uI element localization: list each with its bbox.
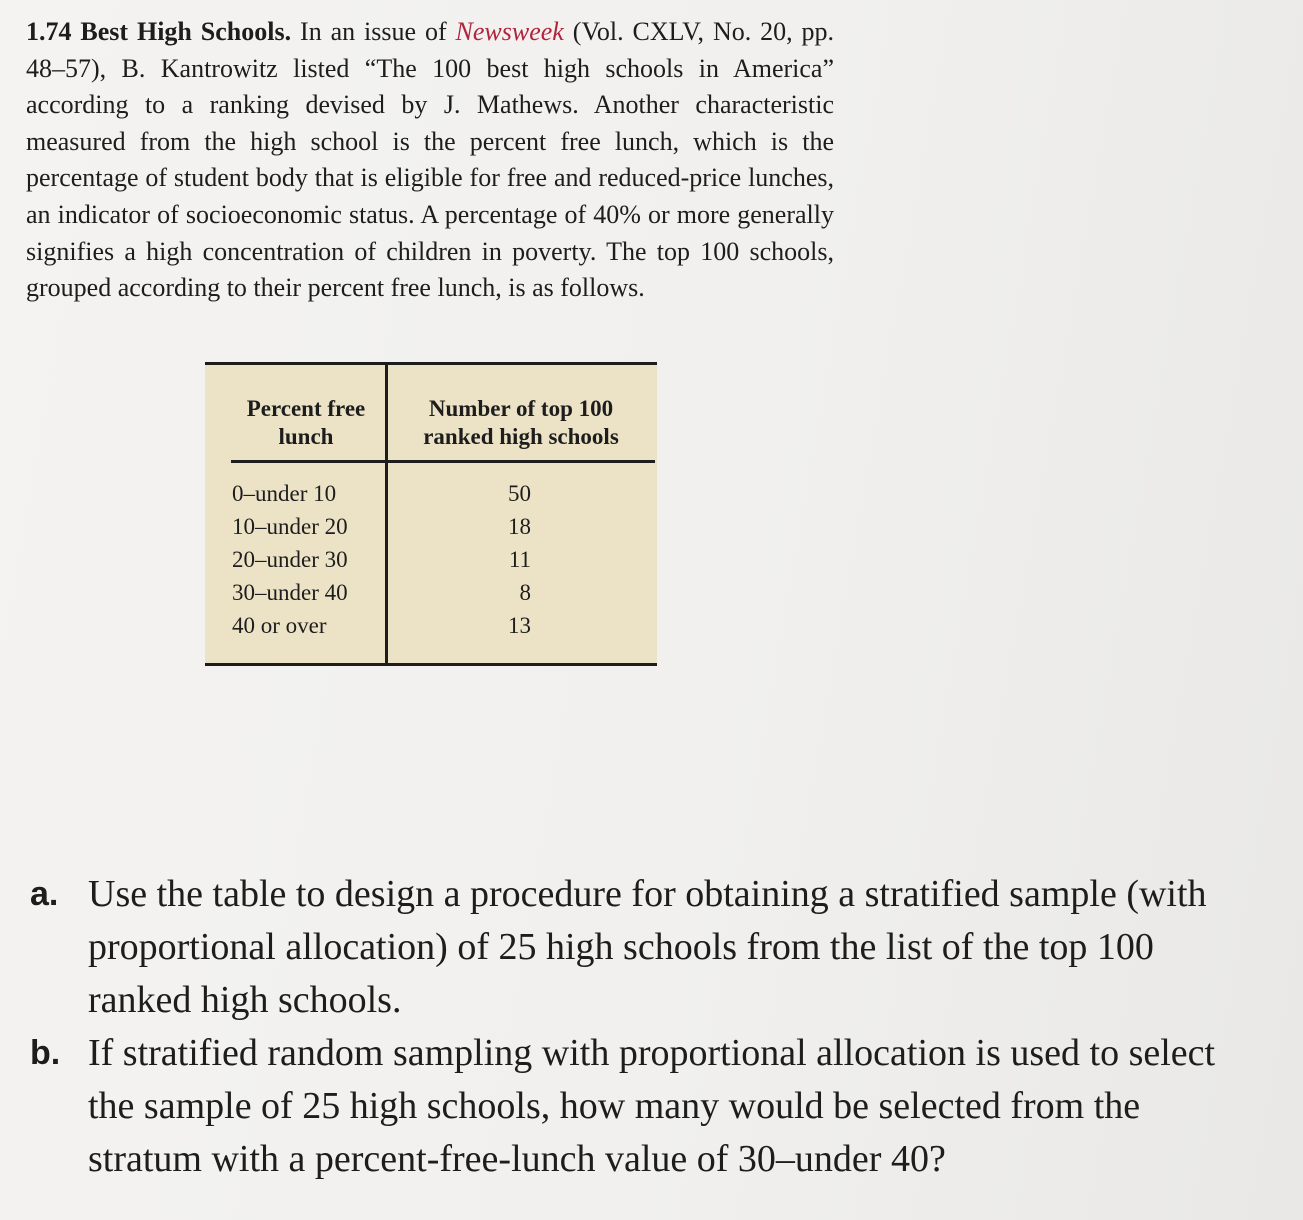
table-cell-count: 18 [508, 514, 531, 539]
table-body [205, 481, 657, 646]
magazine-name: Newsweek [455, 17, 564, 46]
question-part-a [26, 868, 1236, 1027]
table-cell-count: 8 [519, 580, 531, 605]
problem-number: 1.74 [26, 17, 72, 46]
table-cell-range: 30–under 40 [232, 580, 348, 605]
table-row [205, 514, 657, 547]
table-header-percent-free-lunch: Percent free lunch [246, 396, 366, 449]
table-header-number-of-schools: Number of top 100 ranked high schools [423, 396, 619, 449]
question-part-b [26, 1027, 1236, 1186]
table-row [205, 613, 657, 646]
part-label: a. [30, 875, 59, 913]
table-cell-count: 50 [508, 481, 531, 506]
part-text: If stratified random sampling with proportional allocation is used to select the sample of 25 high schools, how many would be selected from the stratum with a percent-free-lunch value of 30–under 40? [88, 1032, 1216, 1180]
table-row [205, 580, 657, 613]
table-row [205, 547, 657, 580]
problem-intro-paragraph [26, 14, 834, 307]
part-text: Use the table to design a procedure for obtaining a stratified sample (with proportional allocation) of 25 high schools from the list of the top 100 ranked high schools. [88, 873, 1207, 1021]
problem-text-lead: In an issue of [300, 17, 447, 46]
problem-text-body: (Vol. CXLV, No. 20, pp. 48–57), B. Kantrowitz listed “The 100 best high schools in America” according to a ranking devised by J. Mathews. Another characteristic measured from the high school is the percent free lunch, which is the percentage of student body that is eligible for free and reduced-price lunches, an indicator of socioeconomic status. A percentage of 40% or more generally signifies a high concentration of children in poverty. The top 100 schools, grouped according to their percent free lunch, is as follows. [26, 17, 835, 303]
table-cell-range: 0–under 10 [232, 481, 337, 506]
table-cell-count: 13 [508, 613, 531, 638]
table-header-rule [231, 460, 655, 463]
table-row [205, 481, 657, 514]
part-label: b. [30, 1034, 61, 1072]
free-lunch-table [205, 362, 657, 666]
table-cell-range: 10–under 20 [232, 514, 348, 539]
question-parts [26, 868, 1236, 1186]
table-cell-range: 40 or over [232, 613, 327, 638]
problem-title: Best High Schools. [80, 17, 292, 46]
table-cell-range: 20–under 30 [232, 547, 348, 572]
table-cell-count: 11 [508, 547, 531, 572]
